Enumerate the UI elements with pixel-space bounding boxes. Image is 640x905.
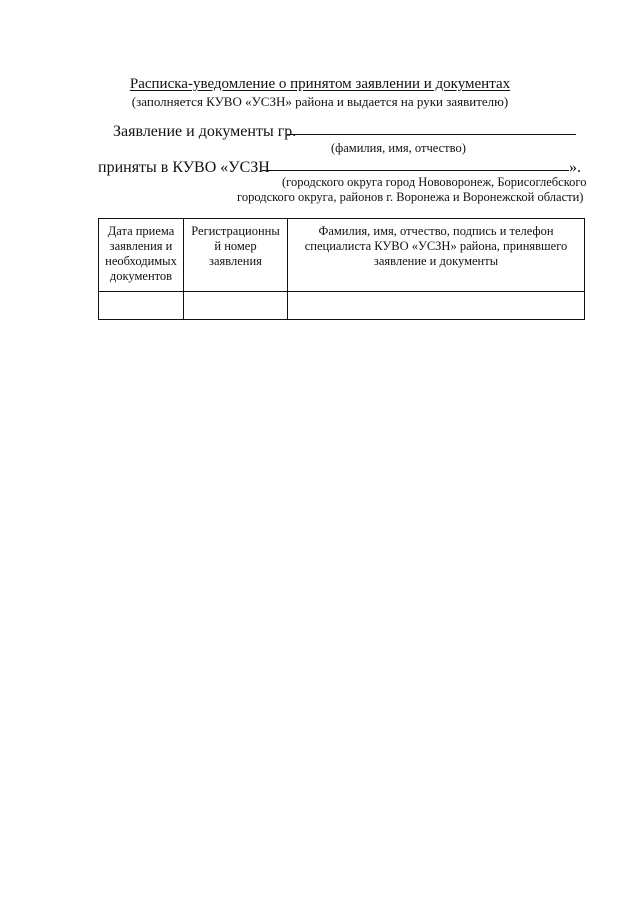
specialist-input-cell[interactable] xyxy=(288,292,585,320)
header-regnum-cell: Регистрационны й номер заявления xyxy=(184,219,288,292)
table-row xyxy=(99,292,585,320)
header-date-cell: Дата приема заявления и необходимых документов xyxy=(99,219,184,292)
applicant-name-hint: (фамилия, имя, отчество) xyxy=(331,141,466,155)
receipt-table xyxy=(98,218,585,320)
applicant-name-field[interactable] xyxy=(287,134,576,135)
receipt-title: Расписка-уведомление о принятом заявлении и документах xyxy=(129,76,511,92)
applicant-label: Заявление и документы гр. xyxy=(113,123,297,140)
department-hint-line-1: (городского округа город Нововоронеж, Борисоглебского xyxy=(282,175,587,189)
header-specialist-cell: Фамилия, имя, отчество, подпись и телефон специалиста КУВО «УСЗН» района, принявшего заявление и документы xyxy=(288,219,585,292)
date-input-cell[interactable] xyxy=(99,292,184,320)
regnum-input-cell[interactable] xyxy=(184,292,288,320)
accepted-by-label: приняты в КУВО «УСЗН xyxy=(98,159,270,176)
department-hint-line-2: городского округа, районов г. Воронежа и Воронежской области) xyxy=(237,190,584,204)
receipt-subtitle: (заполняется КУВО «УСЗН» района и выдается на руки заявителю) xyxy=(131,94,509,109)
table-header-row xyxy=(99,219,585,292)
department-field[interactable] xyxy=(262,170,569,171)
closing-quote: ». xyxy=(569,159,581,176)
